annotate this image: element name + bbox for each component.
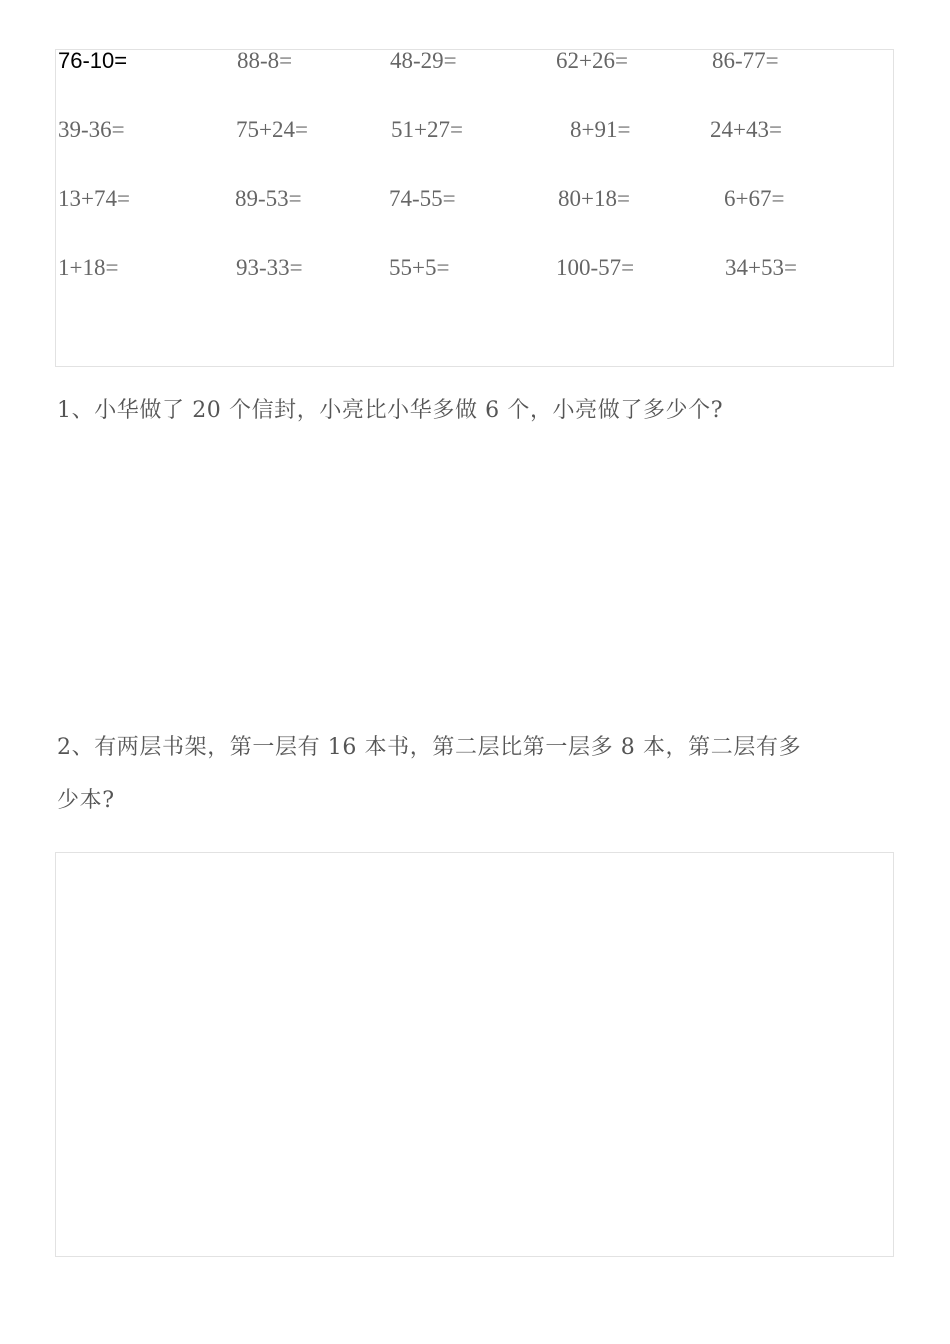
arithmetic-problem: 1+18= bbox=[58, 255, 119, 280]
arithmetic-problem: 24+43= bbox=[710, 117, 782, 142]
arithmetic-problem: 8+91= bbox=[570, 117, 631, 142]
word-problem-2-line-2: 少本? bbox=[57, 788, 115, 813]
arithmetic-problem: 93-33= bbox=[236, 255, 303, 280]
arithmetic-problem: 74-55= bbox=[389, 186, 456, 211]
arithmetic-problem: 88-8= bbox=[237, 48, 293, 73]
arithmetic-problem: 100-57= bbox=[556, 255, 635, 280]
word-problem-1: 1、小华做了 20 个信封，小亮比小华多做 6 个，小亮做了多少个? bbox=[57, 398, 724, 423]
arithmetic-problem: 13+74= bbox=[58, 186, 130, 211]
arithmetic-problem: 86-77= bbox=[712, 48, 779, 73]
arithmetic-problem: 55+5= bbox=[389, 255, 450, 280]
arithmetic-problem: 76-10= bbox=[58, 48, 128, 73]
arithmetic-problem: 51+27= bbox=[391, 117, 463, 142]
arithmetic-problem: 34+53= bbox=[725, 255, 797, 280]
answer-box[interactable] bbox=[55, 852, 894, 1257]
word-problem-2-line-1: 2、有两层书架，第一层有 16 本书，第二层比第一层多 8 本，第二层有多 bbox=[57, 735, 802, 760]
arithmetic-problem: 48-29= bbox=[390, 48, 457, 73]
arithmetic-problem: 89-53= bbox=[235, 186, 302, 211]
arithmetic-problem: 6+67= bbox=[724, 186, 785, 211]
arithmetic-problem: 62+26= bbox=[556, 48, 628, 73]
arithmetic-problem: 39-36= bbox=[58, 117, 125, 142]
arithmetic-problem: 80+18= bbox=[558, 186, 630, 211]
arithmetic-problem: 75+24= bbox=[236, 117, 308, 142]
